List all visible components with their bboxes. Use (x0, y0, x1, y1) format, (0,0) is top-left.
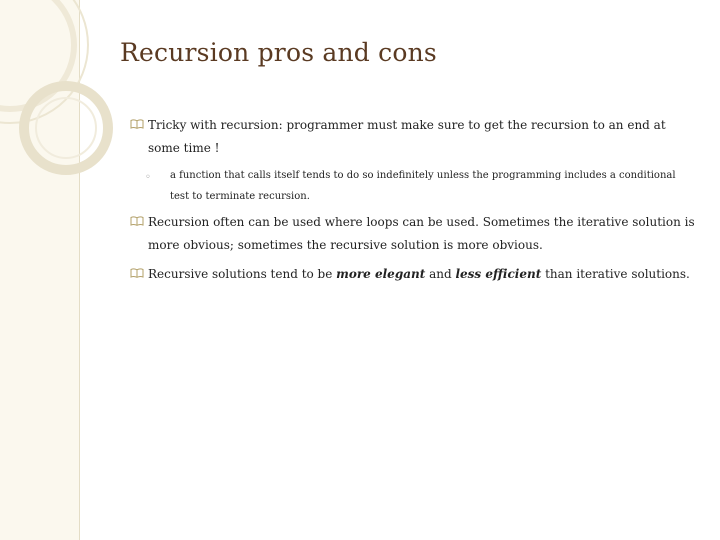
open-book-icon (130, 117, 144, 131)
concentric-rings-decoration (0, 0, 160, 200)
circle-bullet-icon: ◦ (145, 172, 151, 183)
bullet-item-2 (130, 211, 700, 257)
bullet-text-before: Recursive solutions tend to be (148, 267, 337, 281)
bullet-text-middle: and (425, 267, 456, 281)
open-book-icon (130, 266, 144, 280)
bullet-text (130, 263, 700, 286)
emphasis-less-efficient: less efficient (455, 267, 542, 281)
slide-title: Recursion pros and cons (120, 38, 437, 67)
emphasis-more-elegant: more elegant (336, 267, 426, 281)
open-book-icon (130, 214, 144, 228)
bullet-text: Recursion often can be used where loops can be used. Sometimes the iterative solution is more obvious; sometimes the recursive solution is more obvious. (148, 215, 695, 252)
bullet-text-after: than iterative solutions. (541, 267, 690, 281)
sub-bullet-text: a function that calls itself tends to do so indefinitely unless the programming includes a conditional test to terminate recursion. (170, 170, 676, 202)
bullet-item-3 (130, 263, 700, 286)
bullet-item-1 (130, 114, 686, 160)
bullet-text: Tricky with recursion: programmer must make sure to get the recursion to an end at some time ! (148, 118, 666, 155)
sub-bullet-item-1 (145, 165, 690, 207)
